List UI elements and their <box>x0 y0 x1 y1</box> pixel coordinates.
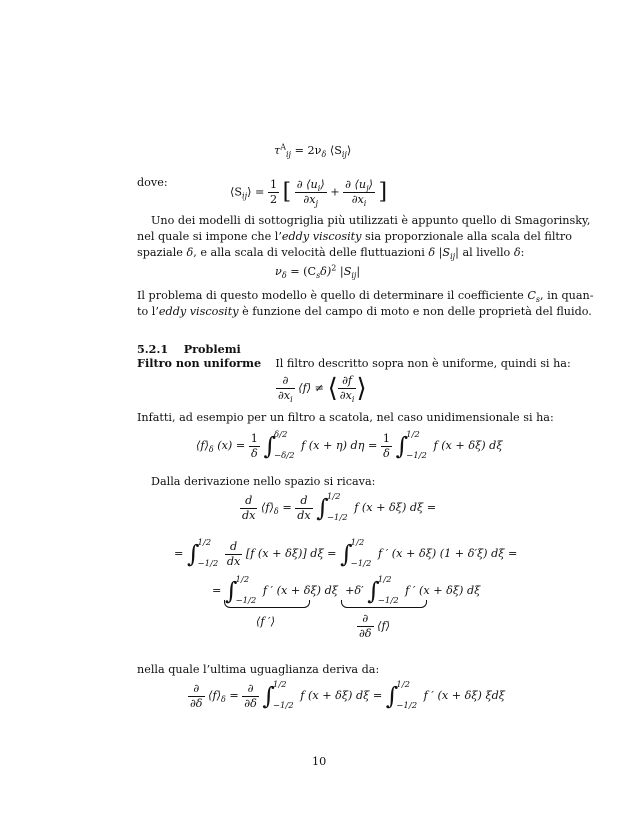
eq-sub: s <box>535 295 540 305</box>
term1-fraction <box>295 178 327 207</box>
integrand: f ′ (x + δξ) ξdξ <box>423 689 505 702</box>
frac-num: ∂f <box>338 374 357 389</box>
eq-sub: ij <box>242 191 248 201</box>
paragraph-2-line-2 <box>137 304 592 320</box>
frac-den: dx <box>297 508 311 522</box>
eq-sub: i <box>363 199 367 209</box>
section-title: Problemi <box>183 342 241 356</box>
angle-close: ⟩ <box>356 373 367 404</box>
eq-sub: δ <box>220 695 226 705</box>
run-in-heading: Filtro non uniforme <box>137 356 262 370</box>
eq-sub: s <box>316 271 321 281</box>
dove-label: dove: <box>137 176 168 189</box>
frac-den: 2 <box>269 193 278 206</box>
equation-noncommutation <box>276 374 367 403</box>
eq-sup: 2 <box>331 263 337 273</box>
lower-limit: −1/2 <box>272 701 294 711</box>
paragraph-1-line-1: Uno dei modelli di sottogriglia più utilizzati è appunto quello di Smagorinsky, <box>151 214 591 227</box>
equals-sign: = <box>212 584 222 597</box>
equals-sign: = <box>282 501 292 514</box>
lower-limit: −1/2 <box>396 701 418 711</box>
equals-sign: = <box>229 689 239 702</box>
plus-delta-prime: +δ′ <box>345 584 364 597</box>
text-span: nel quale si impone che l’ <box>137 230 282 243</box>
integral-sign: ∫ <box>263 432 276 460</box>
math-inline: δ <box>186 246 194 259</box>
eq-mid-tail: δ) <box>320 265 332 278</box>
text-span: è funzione del campo di moto e non delle proprietà del fluido. <box>238 305 592 318</box>
eq-sub: δ <box>273 507 279 517</box>
frac-den: ∂x <box>303 193 316 206</box>
frac-num: 1 <box>250 431 258 445</box>
angle-open: ⟨ <box>327 373 338 404</box>
integrand: f (x + δξ) dξ = <box>300 689 383 702</box>
lower-limit: −1/2 <box>197 559 219 569</box>
infatti-line: Infatti, ad esempio per un filtro a scatola, nel caso unidimensionale si ha: <box>137 411 554 424</box>
text-span: , e alla scala di velocità delle fluttuazioni <box>193 246 429 259</box>
eq-close: | <box>356 265 361 278</box>
text-span: al livello <box>458 246 514 259</box>
d-dx-fraction <box>295 494 312 523</box>
integrand: f ′ (x + δξ) (1 + δ′ξ) dξ = <box>378 547 518 560</box>
frac-den: ∂δ <box>244 696 257 710</box>
dalla-line: Dalla derivazione nello spazio si ricava: <box>151 475 376 488</box>
text-span: Il filtro descritto sopra non è uniforme, quindi si ha: <box>275 357 571 370</box>
frac-den: ∂x <box>351 193 364 206</box>
math-inline: C <box>527 289 536 302</box>
underbrace-2 <box>341 600 427 608</box>
emphasis-text: eddy viscosity <box>158 305 239 318</box>
eq-symbol: ν <box>275 265 282 278</box>
eq-close: ⟩ <box>320 178 325 191</box>
frac-num: 1 <box>382 431 391 445</box>
neq-sign: ≠ <box>314 381 325 395</box>
paragraph-1-line-2 <box>137 229 572 245</box>
lower-limit: −1/2 <box>326 513 348 523</box>
frac-num: ∂ <box>188 682 205 697</box>
math-inline: δ |S <box>428 246 451 259</box>
text-span: , in quan- <box>540 289 594 302</box>
underbrace-1 <box>224 600 310 608</box>
fraction-1-over-delta <box>381 432 392 461</box>
text-span: Il problema di questo modello è quello di determinare il coefficiente <box>137 289 528 302</box>
bracket-close: ] <box>378 179 388 205</box>
eq-sub: ij <box>351 271 357 281</box>
frac-num: ∂ <box>276 374 295 389</box>
eq-lhs-close: ⟩ = <box>247 185 265 199</box>
eq-sub: j <box>315 199 318 209</box>
frac-num: d <box>225 540 242 555</box>
frac-den: δ <box>250 446 258 460</box>
integral-sign: ∫ <box>316 494 329 522</box>
eq-sub: i <box>290 395 293 405</box>
eq-f: ⟨f⟩ <box>298 381 312 395</box>
integral-sign: ∫ <box>385 682 399 710</box>
integral-limits <box>274 430 295 462</box>
frac-den: ∂x <box>339 389 352 402</box>
frac-num: 1 <box>269 178 278 191</box>
lower-limit: −1/2 <box>350 559 372 569</box>
paragraph-2-line-1 <box>137 288 594 305</box>
lower-limit: −1/2 <box>406 451 427 461</box>
eq-sup: A <box>280 142 286 152</box>
equals-sign: = <box>174 547 184 560</box>
eq-symbol: τ <box>274 144 281 157</box>
inner-fraction <box>338 374 357 403</box>
section-number: 5.2.1 <box>137 342 169 356</box>
eq-rhs-tail: ⟨S <box>329 144 342 157</box>
integrand: f ′ (x + δξ) dξ <box>262 584 338 597</box>
eq-sub: i <box>351 395 355 405</box>
eq-f: ⟨f⟩ <box>261 501 274 514</box>
partial-delta-fraction <box>357 612 374 641</box>
plus-sign: + <box>330 185 340 199</box>
frac-den: ∂δ <box>190 696 203 710</box>
eq-close: ⟩ <box>346 144 352 157</box>
upper-limit: 1/2 <box>197 538 212 548</box>
filtro-paragraph <box>137 355 571 372</box>
frac-num: ∂ ⟨u <box>345 178 367 191</box>
lower-limit: −δ/2 <box>274 451 295 461</box>
integral-limits <box>351 538 372 570</box>
integrand: f (x + δξ) dξ <box>433 439 503 452</box>
eq-sub: j <box>366 184 369 194</box>
integral-sign: ∫ <box>395 432 409 460</box>
frac-den: ∂x <box>278 389 291 402</box>
upper-limit: 1/2 <box>396 680 410 690</box>
eq-f: ⟨f⟩ <box>208 689 221 702</box>
eq-sub: ij <box>285 150 292 160</box>
integrand: f ′ (x + δξ) dξ <box>405 584 481 597</box>
equation-box-filter <box>196 430 503 462</box>
frac-num: d <box>240 494 257 509</box>
eq-lhs: ⟨S <box>230 185 243 199</box>
frac-den: ∂δ <box>359 627 372 640</box>
math-inline: | <box>455 246 459 259</box>
eq-tail: |S <box>336 265 352 278</box>
partial-fraction <box>276 374 295 403</box>
integral-sign: ∫ <box>224 577 238 605</box>
integral-limits <box>396 680 417 712</box>
integral-sign: ∫ <box>340 540 353 568</box>
d-dx-fraction <box>240 494 257 523</box>
integral-sign: ∫ <box>367 577 380 605</box>
eq-f: ⟨f⟩ <box>377 619 390 633</box>
upper-limit: 1/2 <box>326 492 341 502</box>
underbrace-label-2 <box>357 612 390 641</box>
text-span: spaziale <box>137 246 187 259</box>
emphasis-text: eddy viscosity <box>281 230 362 243</box>
eq-sub: δ <box>208 445 214 455</box>
upper-limit: 1/2 <box>272 680 287 690</box>
half-fraction <box>268 178 279 207</box>
equation-derivative-1 <box>240 492 436 524</box>
equation-nu <box>275 264 360 280</box>
math-inline: δ <box>513 246 521 259</box>
frac-den: δ <box>383 446 390 460</box>
d-dx-fraction <box>225 540 242 569</box>
equation-derivative-2 <box>174 538 517 570</box>
integrand: [f (x + δξ)] dξ = <box>245 547 337 560</box>
eq-sub: ij <box>341 150 347 160</box>
integral-limits <box>197 538 218 570</box>
integral-sign: ∫ <box>186 540 200 568</box>
paragraph-1-line-3 <box>137 245 524 261</box>
partial-delta-fraction <box>242 682 259 711</box>
upper-limit: 1/2 <box>350 538 365 548</box>
term2-fraction <box>343 178 375 207</box>
eq-sub: δ <box>281 271 287 281</box>
nella-line: nella quale l’ultima uguaglianza deriva da: <box>137 663 380 676</box>
integrand: f (x + η) dη = <box>301 439 378 452</box>
frac-num: ∂ ⟨u <box>296 178 318 191</box>
integrand: f (x + δξ) dξ = <box>354 501 437 514</box>
upper-limit: 1/2 <box>377 575 392 585</box>
eq-sub: ij <box>450 252 456 262</box>
eq-sub: δ <box>321 150 327 160</box>
eq-close: ⟩ <box>368 178 373 191</box>
eq-lhs-arg: (x) = <box>213 439 246 452</box>
frac-den: dx <box>242 508 256 522</box>
integral-limits <box>273 680 294 712</box>
equation-sij <box>230 178 387 207</box>
frac-den: dx <box>226 554 241 568</box>
lower-limit: −1/2 <box>377 596 399 606</box>
text-span: : <box>520 246 525 259</box>
eq-mid: = (C <box>286 265 317 278</box>
partial-delta-fraction <box>188 682 205 711</box>
frac-num: d <box>295 494 312 509</box>
upper-limit: 1/2 <box>406 430 420 440</box>
upper-limit: 1/2 <box>235 575 250 585</box>
eq-sub: i <box>317 184 321 194</box>
integral-sign: ∫ <box>262 682 275 710</box>
equation-last <box>188 680 505 712</box>
integral-limits <box>327 492 348 524</box>
underbrace-label-1: ⟨f ′⟩ <box>256 615 275 628</box>
frac-num: ∂ <box>242 682 259 697</box>
equation-tau <box>274 143 351 159</box>
eq-rhs: = 2ν <box>294 144 322 157</box>
eq-lhs: ⟨f⟩ <box>196 439 209 452</box>
frac-num: ∂ <box>357 612 374 627</box>
text-span: to l’ <box>137 305 159 318</box>
integral-limits <box>406 430 427 462</box>
upper-limit: δ/2 <box>274 430 288 440</box>
page-number: 10 <box>312 755 327 768</box>
bracket-open: [ <box>282 179 292 205</box>
fraction-1-over-delta <box>249 432 260 461</box>
lower-limit: −1/2 <box>235 596 257 606</box>
text-span: sia proporzionale alla scala del filtro <box>361 230 572 243</box>
